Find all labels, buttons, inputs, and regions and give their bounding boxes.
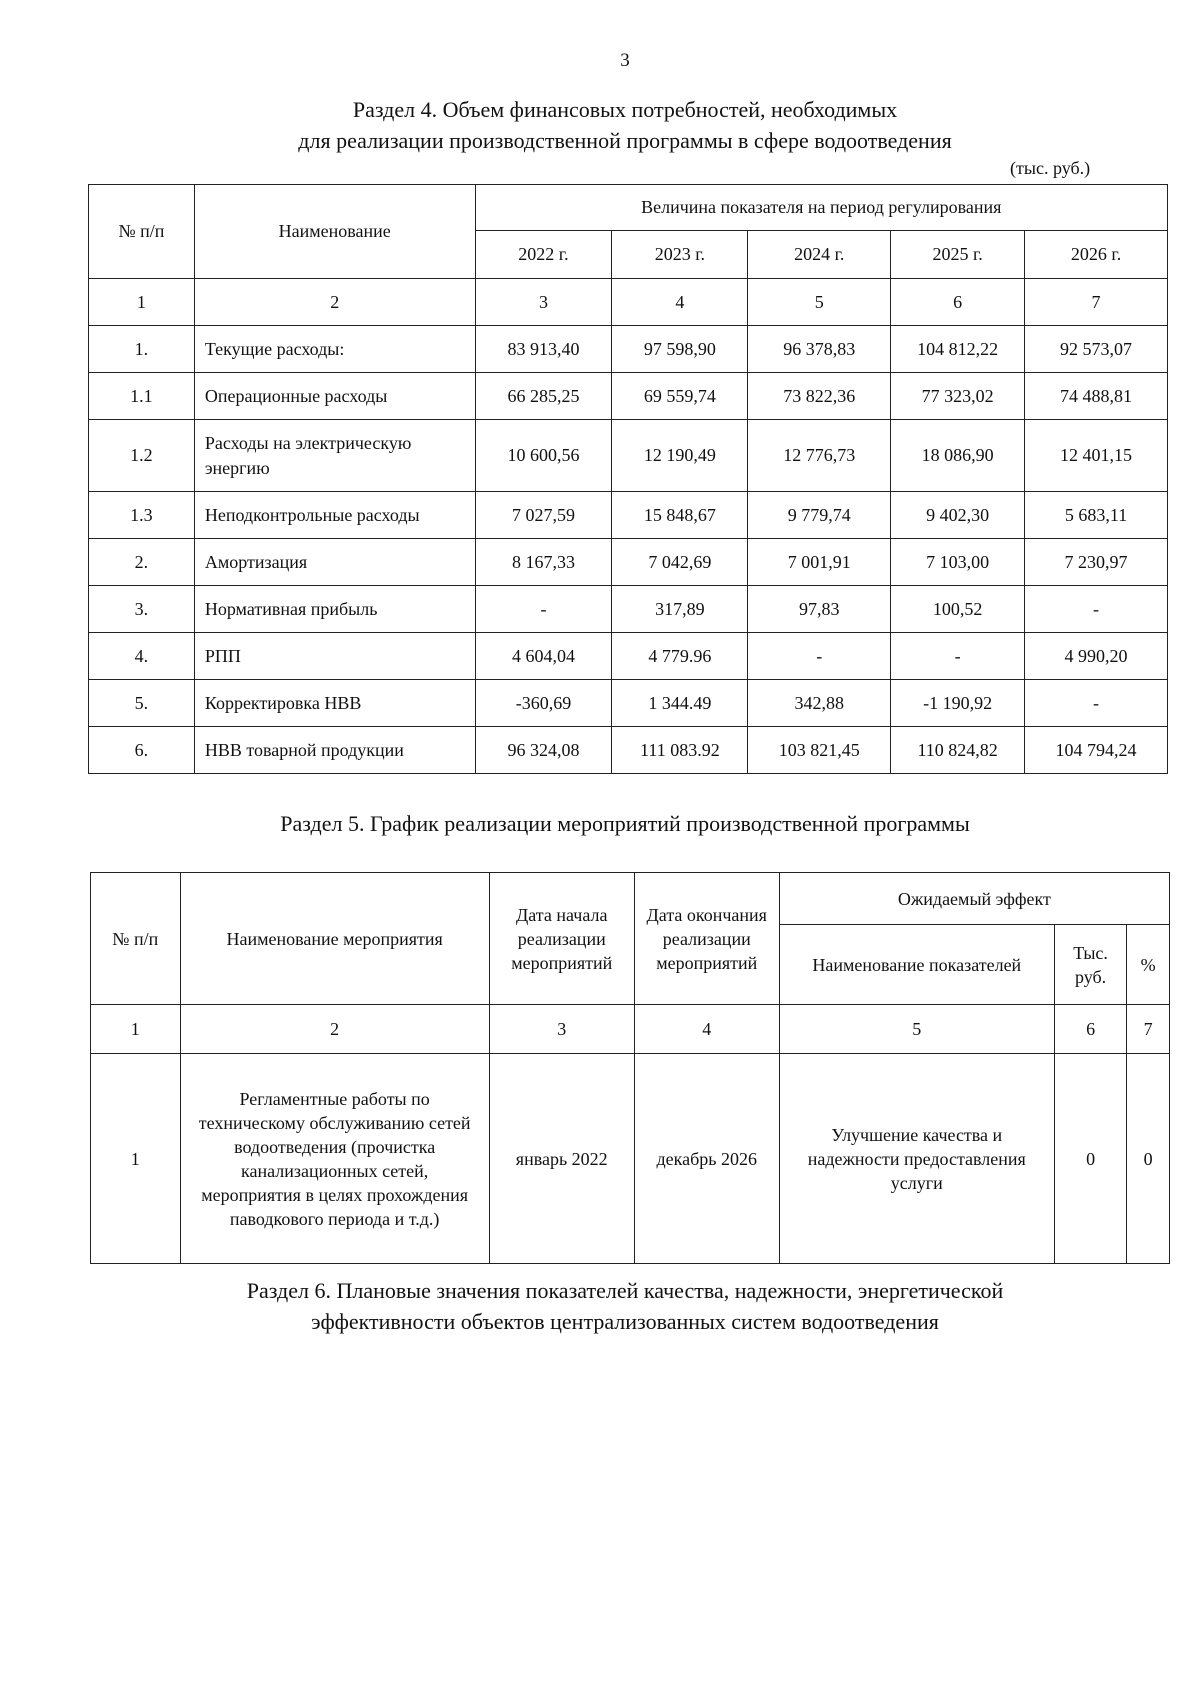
row-value: 7 042,69 — [612, 539, 748, 586]
row-name: Операционные расходы — [194, 373, 475, 420]
row-value: - — [1025, 586, 1168, 633]
row-value: 8 167,33 — [475, 539, 612, 586]
header-num: № п/п — [91, 873, 181, 1005]
row-value: 73 822,36 — [748, 373, 891, 420]
row-name: Расходы на электрическую энергию — [194, 420, 475, 492]
index-cell: 2 — [194, 279, 475, 326]
row-value: 104 794,24 — [1025, 727, 1168, 774]
row-value: 111 083.92 — [612, 727, 748, 774]
row-value: 69 559,74 — [612, 373, 748, 420]
row-value: - — [475, 586, 612, 633]
table-row — [89, 633, 1168, 680]
row-value: - — [1025, 680, 1168, 727]
schedule-table — [90, 872, 1170, 1264]
row-num: 4. — [89, 633, 195, 680]
index-cell: 1 — [91, 1005, 181, 1054]
row-value: 9 779,74 — [748, 492, 891, 539]
row-name: Текущие расходы: — [194, 326, 475, 373]
section4-title-line2: для реализации производственной программы в сфере водоотведения — [298, 128, 952, 153]
row-value: 92 573,07 — [1025, 326, 1168, 373]
section4-title — [0, 94, 1200, 156]
row-num: 5. — [89, 680, 195, 727]
index-cell: 2 — [180, 1005, 489, 1054]
row-value: 74 488,81 — [1025, 373, 1168, 420]
index-cell: 6 — [1054, 1005, 1127, 1054]
row-value: 104 812,22 — [891, 326, 1025, 373]
header-num: № п/п — [89, 185, 195, 279]
index-cell: 7 — [1025, 279, 1168, 326]
event-start-date: январь 2022 — [489, 1054, 634, 1264]
row-value: 83 913,40 — [475, 326, 612, 373]
row-name: Корректировка НВВ — [194, 680, 475, 727]
table-row — [89, 492, 1168, 539]
row-value: 96 324,08 — [475, 727, 612, 774]
row-num: 1.3 — [89, 492, 195, 539]
row-value: 100,52 — [891, 586, 1025, 633]
row-value: 66 285,25 — [475, 373, 612, 420]
header-year: 2024 г. — [748, 231, 891, 279]
row-value: 77 323,02 — [891, 373, 1025, 420]
row-value: 7 103,00 — [891, 539, 1025, 586]
index-cell: 6 — [891, 279, 1025, 326]
row-num: 1. — [89, 326, 195, 373]
index-cell: 4 — [634, 1005, 779, 1054]
section6-title-line1: Раздел 6. Плановые значения показателей качества, надежности, энергетической — [246, 1278, 1004, 1303]
row-value: 5 683,11 — [1025, 492, 1168, 539]
header-year: 2022 г. — [475, 231, 612, 279]
index-cell: 7 — [1127, 1005, 1170, 1054]
row-value: 97,83 — [748, 586, 891, 633]
index-cell: 3 — [475, 279, 612, 326]
header-name: Наименование — [194, 185, 475, 279]
row-num: 1.2 — [89, 420, 195, 492]
row-num: 1.1 — [89, 373, 195, 420]
row-value: 12 190,49 — [612, 420, 748, 492]
header-period: Величина показателя на период регулирования — [475, 185, 1167, 231]
header-thousand-rub: Тыс. руб. — [1054, 925, 1127, 1005]
units-label: (тыс. руб.) — [1010, 158, 1091, 178]
event-name: Регламентные работы по техническому обслуживанию сетей водоотведения (прочистка канализационных сетей, мероприятия в целях прохождения паводкового периода и т.д.) — [180, 1054, 489, 1264]
index-cell: 3 — [489, 1005, 634, 1054]
row-value: 12 776,73 — [748, 420, 891, 492]
row-num: 6. — [89, 727, 195, 774]
row-name: Нормативная прибыль — [194, 586, 475, 633]
header-expected-effect: Ожидаемый эффект — [779, 873, 1169, 925]
header-year: 2026 г. — [1025, 231, 1168, 279]
index-cell: 5 — [748, 279, 891, 326]
header-start-date: Дата начала реализации мероприятий — [489, 873, 634, 1005]
header-end-date: Дата окончания реализации мероприятий — [634, 873, 779, 1005]
row-name: РПП — [194, 633, 475, 680]
table-row — [89, 586, 1168, 633]
table-row — [89, 680, 1168, 727]
row-value: - — [891, 633, 1025, 680]
header-year: 2023 г. — [612, 231, 748, 279]
row-value: 18 086,90 — [891, 420, 1025, 492]
row-value: 7 027,59 — [475, 492, 612, 539]
row-num: 3. — [89, 586, 195, 633]
row-value: - — [748, 633, 891, 680]
row-value: 7 230,97 — [1025, 539, 1168, 586]
row-value: 110 824,82 — [891, 727, 1025, 774]
index-cell: 5 — [779, 1005, 1054, 1054]
financial-needs-table — [88, 184, 1168, 774]
row-name: Неподконтрольные расходы — [194, 492, 475, 539]
header-indicator: Наименование показателей — [779, 925, 1054, 1005]
row-value: 9 402,30 — [891, 492, 1025, 539]
row-value: 4 779.96 — [612, 633, 748, 680]
table-row — [91, 1054, 1170, 1264]
event-thousand-rub: 0 — [1054, 1054, 1127, 1264]
table-row — [89, 326, 1168, 373]
row-value: 1 344.49 — [612, 680, 748, 727]
header-year: 2025 г. — [891, 231, 1025, 279]
row-value: 4 990,20 — [1025, 633, 1168, 680]
row-value: 7 001,91 — [748, 539, 891, 586]
row-value: -360,69 — [475, 680, 612, 727]
header-percent: % — [1127, 925, 1170, 1005]
event-end-date: декабрь 2026 — [634, 1054, 779, 1264]
table-row — [89, 539, 1168, 586]
row-value: 15 848,67 — [612, 492, 748, 539]
index-cell: 1 — [89, 279, 195, 326]
row-value: -1 190,92 — [891, 680, 1025, 727]
row-value: 317,89 — [612, 586, 748, 633]
section6-title-line2: эффективности объектов централизованных систем водоотведения — [311, 1309, 939, 1334]
section5-title: Раздел 5. График реализации мероприятий производственной программы — [280, 811, 970, 836]
row-value: 96 378,83 — [748, 326, 891, 373]
row-value: 10 600,56 — [475, 420, 612, 492]
table-row — [89, 420, 1168, 492]
index-row — [89, 279, 1168, 326]
row-value: 342,88 — [748, 680, 891, 727]
row-num: 2. — [89, 539, 195, 586]
section4-title-line1: Раздел 4. Объем финансовых потребностей, необходимых — [352, 97, 898, 122]
row-value: 97 598,90 — [612, 326, 748, 373]
table-row — [89, 727, 1168, 774]
row-value: 12 401,15 — [1025, 420, 1168, 492]
index-cell: 4 — [612, 279, 748, 326]
row-value: 103 821,45 — [748, 727, 891, 774]
row-name: Амортизация — [194, 539, 475, 586]
table-row — [89, 373, 1168, 420]
event-percent: 0 — [1127, 1054, 1170, 1264]
header-event-name: Наименование мероприятия — [180, 873, 489, 1005]
index-row — [91, 1005, 1170, 1054]
row-value: 4 604,04 — [475, 633, 612, 680]
event-indicator: Улучшение качества и надежности предоставления услуги — [779, 1054, 1054, 1264]
event-num: 1 — [91, 1054, 181, 1264]
section6-title — [0, 1275, 1200, 1337]
row-name: НВВ товарной продукции — [194, 727, 475, 774]
page-number: 3 — [620, 50, 630, 71]
